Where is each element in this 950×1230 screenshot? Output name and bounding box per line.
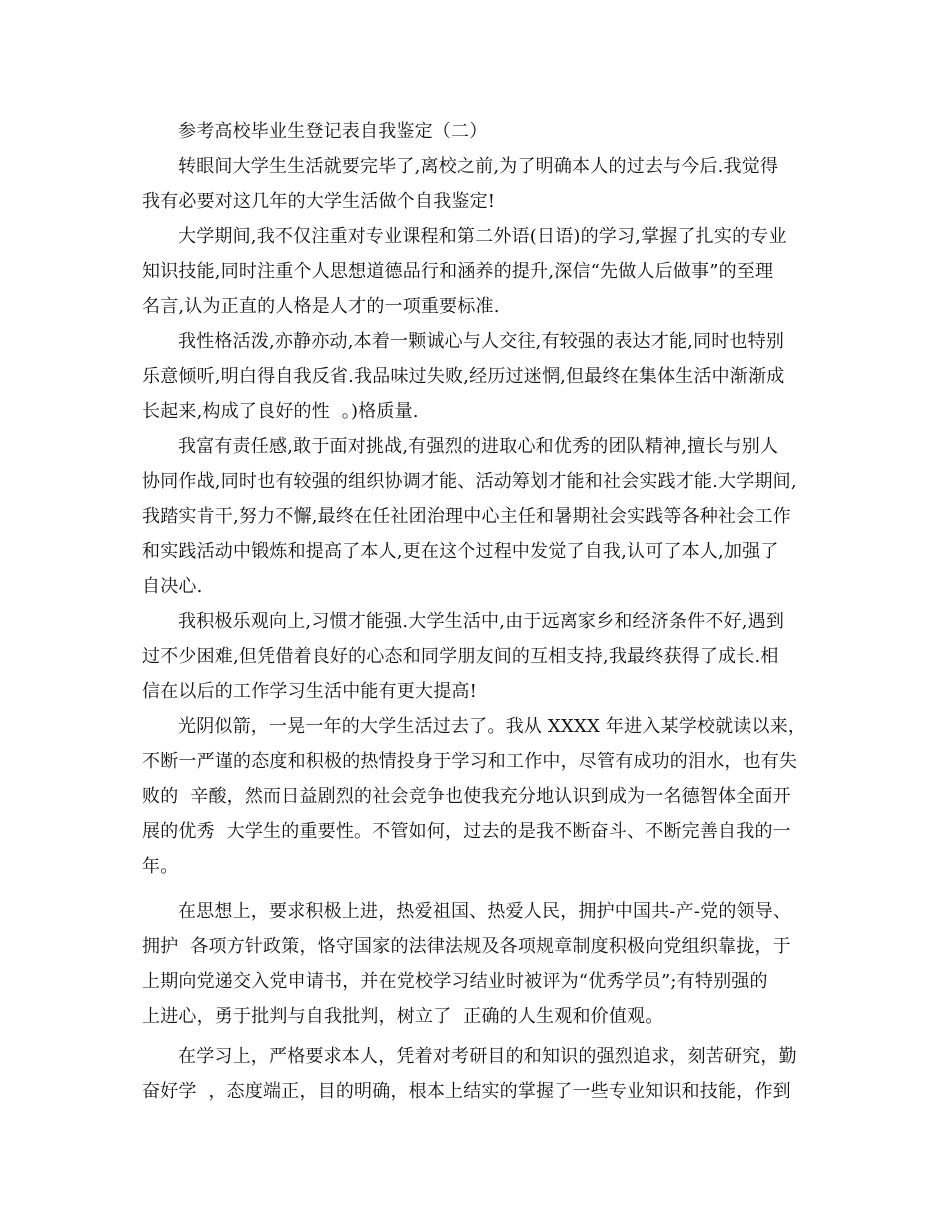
paragraph-line: 年。: [142, 856, 179, 877]
paragraph-line: 转眼间大学生生活就要完毕了,离校之前,为了明确本人的过去与今后.我觉得: [178, 156, 779, 177]
paragraph-line: 过不少困难,但凭借着良好的心态和同学朋友间的互相支持,我最终获得了成长.相: [142, 646, 779, 667]
paragraph-line: 奋好学 ，态度端正，目的明确，根本上结实的掌握了一些专业知识和技能，作到: [142, 1081, 791, 1102]
paragraph-line: 自决心.: [142, 576, 203, 597]
paragraph-line: 大学期间,我不仅注重对专业课程和第二外语(日语)的学习,掌握了扎实的专业: [178, 226, 787, 247]
paragraph-line: 和实践活动中锻炼和提高了本人,更在这个过程中发觉了自我,认可了本人,加强了: [142, 541, 779, 562]
paragraph-line: 我富有责任感,敢于面对挑战,有强烈的进取心和优秀的团队精神,擅长与别人: [178, 436, 779, 457]
paragraph-line: 在思想上，要求积极上进，热爱祖国、热爱人民，拥护中国共-产-党的领导、: [178, 901, 792, 922]
paragraph-line: 上进心，勇于批判与自我批判，树立了 正确的人生观和价值观。: [142, 1006, 664, 1027]
paragraph-line: 我性格活泼,亦静亦动,本着一颗诚心与人交往,有较强的表达才能,同时也特别: [178, 331, 785, 352]
paragraph-line: 光阴似箭，一晃一年的大学生活过去了。我从 XXXX 年进入某学校就读以来，: [178, 716, 807, 737]
paragraph-line: 拥护 各项方针政策，恪守国家的法律法规及各项规章制度积极向党组织靠拢，于: [142, 936, 791, 957]
paragraph-line: 信在以后的工作学习生活中能有更大提高!: [142, 681, 478, 702]
paragraph-line: 我积极乐观向上,习惯才能强.大学生活中,由于远离家乡和经济条件不好,遇到: [178, 611, 785, 632]
paragraph-line: 败的 辛酸，然而日益剧烈的社会竞争也使我充分地认识到成为一名德智体全面开: [142, 786, 791, 807]
paragraph-line: 长起来,构成了良好的性 。)格质量.: [142, 401, 419, 422]
paragraph-line: 名言,认为正直的人格是人才的一项重要标准.: [142, 296, 500, 317]
paragraph-line: 协同作战,同时也有较强的组织协调才能、活动筹划才能和社会实践才能.大学期间,: [142, 471, 797, 492]
paragraph-line: 展的优秀 大学生的重要性。不管如何，过去的是我不断奋斗、不断完善自我的一: [142, 821, 791, 842]
paragraph-line: 乐意倾听,明白得自我反省.我品味过失败,经历过迷惘,但最终在集体生活中渐渐成: [142, 366, 785, 387]
document-title: 参考高校毕业生登记表自我鉴定（二）: [178, 121, 488, 142]
paragraph-line: 在学习上，严格要求本人，凭着对考研目的和知识的强烈追求，刻苦研究，勤: [178, 1046, 797, 1067]
paragraph-line: 我踏实肯干,努力不懈,最终在任社团治理中心主任和暑期社会实践等各种社会工作: [142, 506, 791, 527]
paragraph-line: 我有必要对这几年的大学生活做个自我鉴定!: [142, 191, 496, 212]
paragraph-line: 知识技能,同时注重个人思想道德品行和涵养的提升,深信“先做人后做事”的至理: [142, 261, 774, 282]
paragraph-line: 上期向党递交入党申请书，并在党校学习结业时被评为“优秀学员”;有特别强的: [142, 971, 768, 992]
paragraph-line: 不断一严谨的态度和积极的热情投身于学习和工作中，尽管有成功的泪水，也有失: [142, 751, 798, 772]
